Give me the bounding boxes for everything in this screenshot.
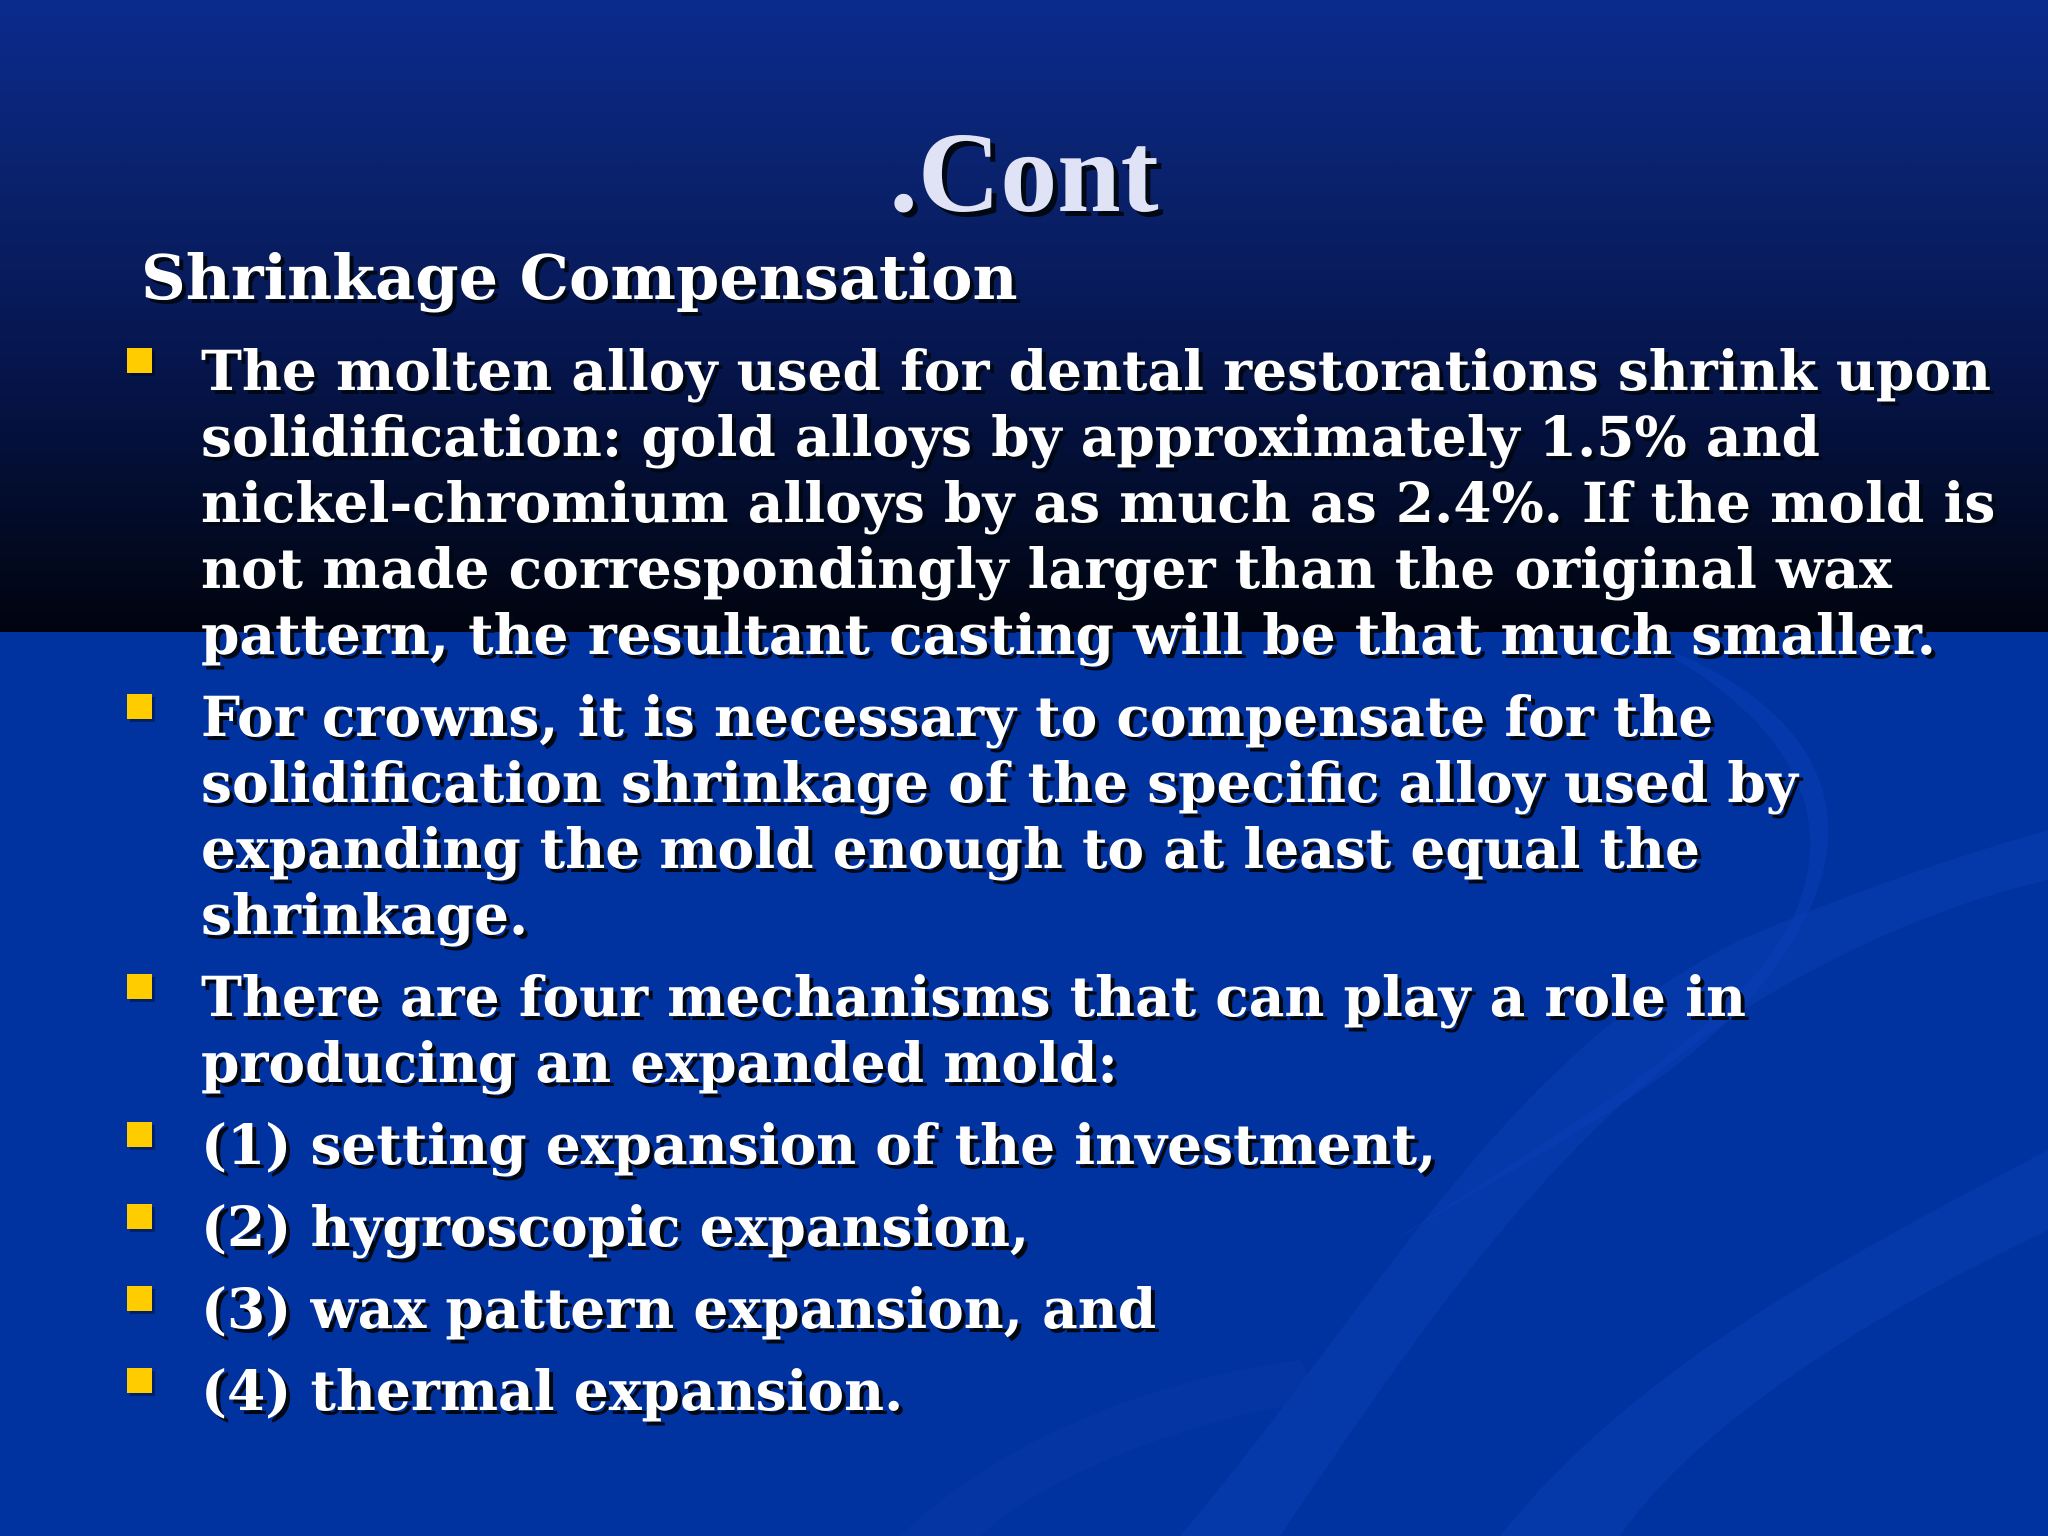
bullet-text: (2) hygroscopic expansion,	[201, 1194, 1030, 1259]
yellow-square-icon	[127, 694, 152, 719]
bullet-item-5	[125, 1194, 2025, 1260]
bullet-item-1	[125, 338, 2025, 668]
bullet-text: For crowns, it is necessary to compensate for the solidification shrinkage of the specific alloy used by expanding the mold enough to at least equal the shrinkage.	[201, 684, 1798, 947]
yellow-square-icon	[127, 1368, 152, 1393]
yellow-square-icon	[127, 974, 152, 999]
bullet-item-6	[125, 1276, 2025, 1342]
yellow-square-icon	[127, 1204, 152, 1229]
bullet-text: The molten alloy used for dental restorations shrink upon solidification: gold alloys by approximately 1.5% and nickel-chromium alloys by as much as 2.4%. If the mold is not made correspondingly larger than the original wax pattern, the resultant casting will be that much smaller.	[201, 338, 1996, 667]
bullet-text: (4) thermal expansion.	[201, 1358, 904, 1423]
bullet-text: There are four mechanisms that can play a role in producing an expanded mold:	[201, 964, 1746, 1095]
slide-subtitle: Shrinkage Compensation	[141, 241, 1018, 314]
slide-title: .Cont	[889, 109, 1159, 236]
yellow-square-icon	[127, 1286, 152, 1311]
bullet-text: (1) setting expansion of the investment,	[201, 1112, 1437, 1177]
bullet-item-2	[125, 684, 2025, 948]
bullet-list	[125, 338, 2025, 1440]
yellow-square-icon	[127, 1122, 152, 1147]
yellow-square-icon	[127, 348, 152, 373]
bullet-text: (3) wax pattern expansion, and	[201, 1276, 1157, 1341]
bullet-item-3	[125, 964, 2025, 1096]
bullet-item-4	[125, 1112, 2025, 1178]
bullet-item-7	[125, 1358, 2025, 1424]
